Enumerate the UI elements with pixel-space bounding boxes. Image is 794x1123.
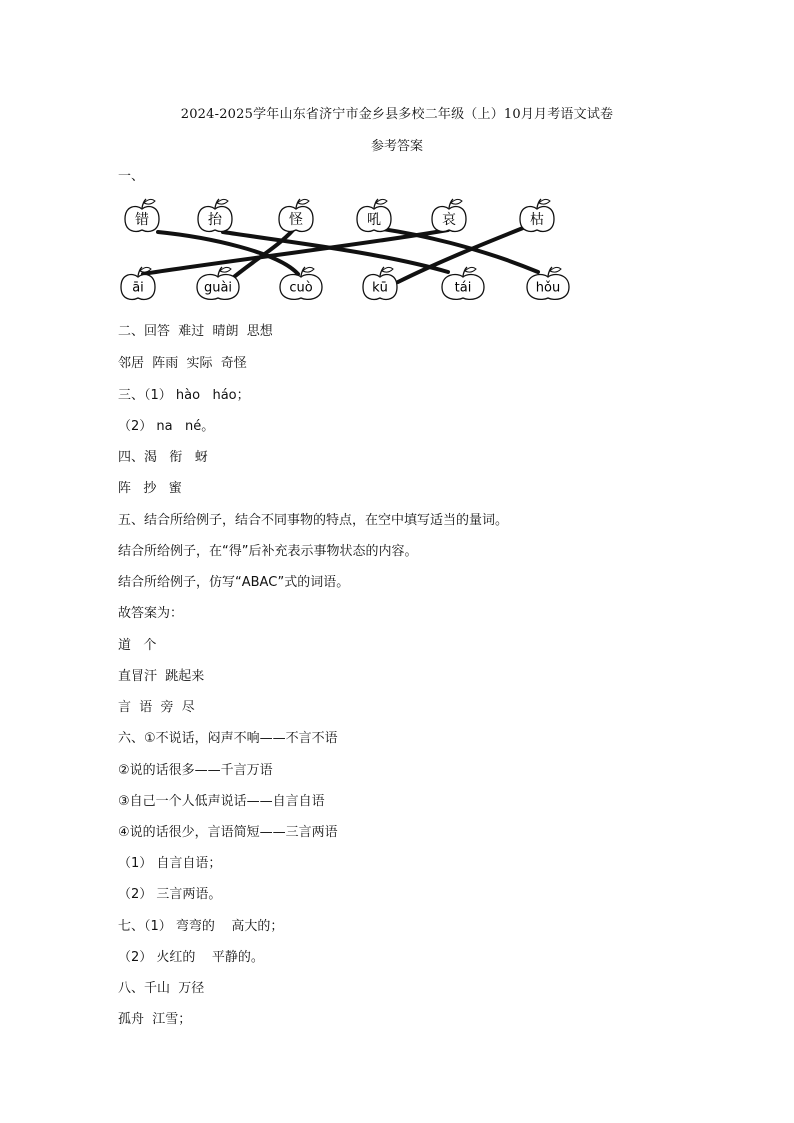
bottom-apple bbox=[197, 267, 239, 299]
top-apple bbox=[520, 199, 554, 231]
apple-label: guài bbox=[203, 280, 233, 296]
apple-label: cuò bbox=[289, 280, 313, 296]
answer-line: 阵 抄 蜜 bbox=[118, 481, 182, 496]
answer-line: 孤舟 江雪； bbox=[118, 1012, 192, 1027]
apple-label: kū bbox=[372, 280, 388, 296]
match-lines bbox=[143, 228, 538, 282]
top-apple bbox=[279, 199, 313, 231]
answer-line: 道 个 bbox=[118, 638, 157, 653]
apple-label: hǒu bbox=[535, 280, 561, 296]
answer-line: 三、（1） hào háo； bbox=[118, 388, 250, 403]
answer-line: ②说的话很多——千言万语 bbox=[118, 763, 273, 778]
answer-line: 结合所给例子，在“得”后补充表示事物状态的内容。 bbox=[118, 544, 418, 559]
page-subtitle: 参考答案 bbox=[370, 139, 423, 154]
bottom-apples bbox=[121, 267, 569, 299]
apple-label: 错 bbox=[135, 212, 149, 229]
answer-line: ③自己一个人低声说话——自言自语 bbox=[118, 794, 325, 809]
bottom-apple bbox=[280, 267, 322, 299]
apple-label: 吼 bbox=[367, 212, 381, 229]
section-1-label: 一、 bbox=[118, 169, 145, 184]
match-line-hou bbox=[376, 228, 538, 272]
top-apple bbox=[432, 199, 466, 231]
answer-line: ④说的话很少，言语简短——三言两语 bbox=[118, 825, 338, 840]
bottom-apple bbox=[363, 267, 397, 299]
answer-line: （1） 自言自语； bbox=[118, 856, 222, 871]
answer-line: 邻居 阵雨 实际 奇怪 bbox=[118, 356, 247, 371]
answer-line: （2） 三言两语。 bbox=[118, 887, 222, 902]
apple-label: 怪 bbox=[289, 212, 303, 229]
answer-line: 七、（1） 弯弯的 高大的； bbox=[118, 919, 284, 934]
top-apple bbox=[357, 199, 391, 231]
answer-line: （2） 火红的 平静的。 bbox=[118, 950, 264, 965]
answer-line: 直冒汗 跳起来 bbox=[118, 669, 205, 684]
answer-line: 言 语 旁 尽 bbox=[118, 700, 195, 715]
apple-label: 抬 bbox=[208, 212, 222, 229]
answer-line: 结合所给例子，仿写“ABAC”式的词语。 bbox=[118, 575, 350, 590]
apple-label: 枯 bbox=[530, 212, 544, 229]
top-apple bbox=[198, 199, 232, 231]
matching-diagram bbox=[118, 192, 578, 307]
top-apples bbox=[125, 199, 554, 231]
answer-line: 四、渴 衔 蚜 bbox=[118, 450, 208, 465]
top-apple bbox=[125, 199, 159, 231]
answer-line: 二、回答 难过 晴朗 思想 bbox=[118, 324, 273, 339]
page-title: 2024-2025学年山东省济宁市金乡县多校二年级（上）10月月考语文试卷 bbox=[180, 107, 614, 122]
answer-line: （2） na né。 bbox=[118, 419, 215, 434]
apple-label: 哀 bbox=[442, 212, 456, 229]
answer-line: 故答案为： bbox=[118, 606, 184, 621]
apple-label: tái bbox=[454, 280, 472, 296]
answer-line: 六、①不说话，闷声不响——不言不语 bbox=[118, 731, 338, 746]
answer-line: 八、千山 万径 bbox=[118, 981, 205, 996]
apple-label: āi bbox=[132, 280, 144, 296]
answer-line: 五、结合所给例子，结合不同事物的特点，在空中填写适当的量词。 bbox=[118, 513, 509, 528]
